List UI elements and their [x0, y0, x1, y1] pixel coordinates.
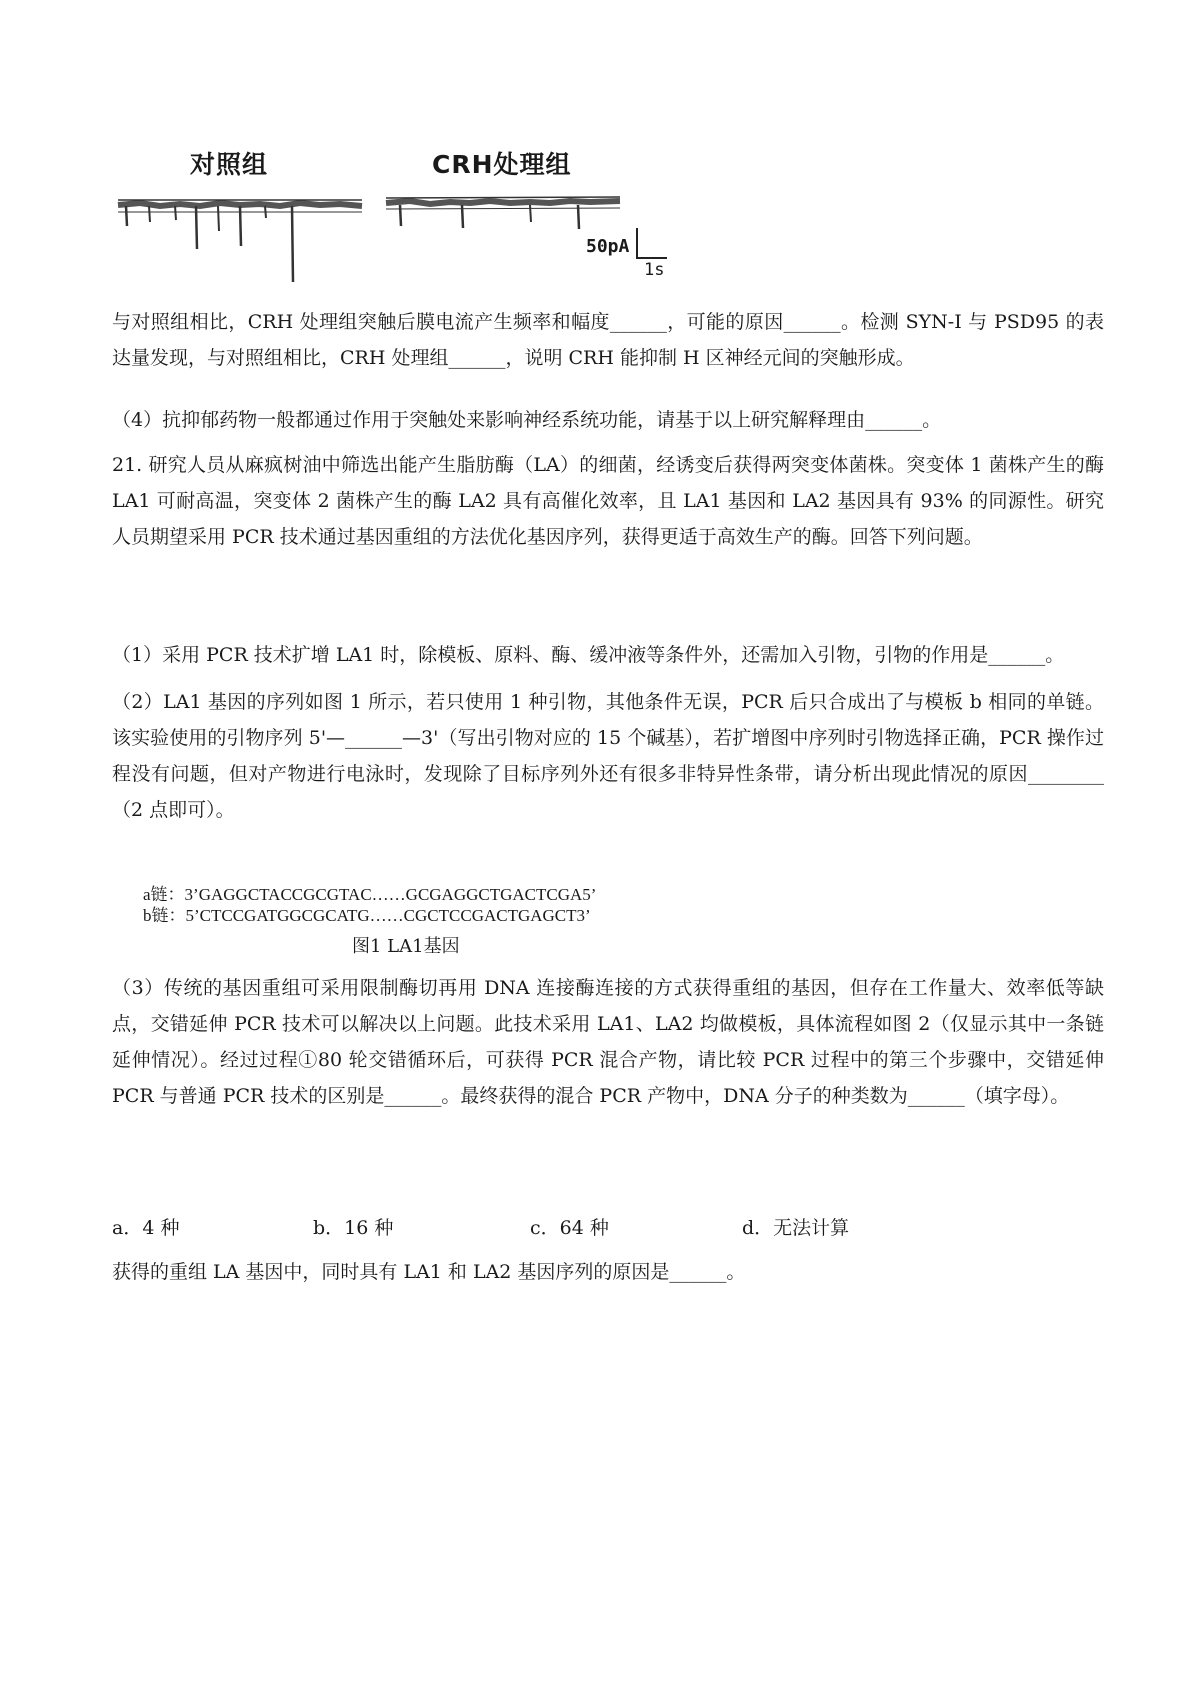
- question-4: （4）抗抑郁药物一般都通过作用于突触处来影响神经系统功能，请基于以上研究解释理由______。: [112, 409, 942, 431]
- paragraph-crh-comparison: 与对照组相比，CRH 处理组突触后膜电流产生频率和幅度______，可能的原因______。检测 SYN-I 与 PSD95 的表达量发现，与对照组相比，CRH 处理组______，说明 CRH 能抑制 H 区神经元间的突触形成。: [112, 311, 1104, 369]
- control-group-label: 对照组: [190, 150, 269, 179]
- option-c: c．64 种: [530, 1217, 609, 1239]
- crh-trace: [386, 197, 620, 229]
- figure-1-caption: 图1 LA1基因: [352, 936, 460, 957]
- option-b: b．16 种: [313, 1217, 394, 1239]
- scale-current-label: 50pA: [586, 236, 630, 257]
- option-a: a．4 种: [112, 1217, 180, 1239]
- control-trace: [118, 200, 362, 282]
- question-21-1: （1）采用 PCR 技术扩增 LA1 时，除模板、原料、酶、缓冲液等条件外，还需加入引物，引物的作用是______。: [112, 644, 1065, 666]
- question-21-2: （2）LA1 基因的序列如图 1 所示，若只使用 1 种引物，其他条件无误，PCR 后只合成出了与模板 b 相同的单链。该实验使用的引物序列 5'—______—3'（写出引物对应的 15 个碱基），若扩增图中序列时引物选择正确，PCR 操作过程没有问题，但对产物进行电泳时，发现除了目标序列外还有很多非特异性条带，请分析出现此情况的原因________（2 点即可）。: [112, 691, 1104, 821]
- crh-group-label: CRH处理组: [432, 150, 572, 179]
- sequence-a-strand: a链：3’GAGGCTACCGCGTAC……GCGAGGCTGACTCGA5’: [143, 885, 597, 904]
- scale-bar: [637, 228, 667, 258]
- sequence-b-strand: b链：5’CTCCGATGGCGCATG……CGCTCCGACTGAGCT3’: [143, 906, 591, 925]
- question-21-intro: 21. 研究人员从麻疯树油中筛选出能产生脂肪酶（LA）的细菌，经诱变后获得两突变体菌株。突变体 1 菌株产生的酶 LA1 可耐高温，突变体 2 菌株产生的酶 LA2 具有高催化效率，且 LA1 基因和 LA2 基因具有 93% 的同源性。研究人员期望采用 PCR 技术通过基因重组的方法优化基因序列，获得更适于高效生产的酶。回答下列问题。: [112, 454, 1104, 548]
- question-21-3-final: 获得的重组 LA 基因中，同时具有 LA1 和 LA2 基因序列的原因是______。: [112, 1261, 746, 1283]
- option-d: d．无法计算: [742, 1217, 850, 1239]
- question-21-3: （3）传统的基因重组可采用限制酶切再用 DNA 连接酶连接的方式获得重组的基因，但存在工作量大、效率低等缺点，交错延伸 PCR 技术可以解决以上问题。此技术采用 LA1、LA2 均做模板，具体流程如图 2（仅显示其中一条链延伸情况）。经过过程①80 轮交错循环后，可获得 PCR 混合产物，请比较 PCR 过程中的第三个步骤中，交错延伸 PCR 与普通 PCR 技术的区别是______。最终获得的混合 PCR 产物中，DNA 分子的种类数为______（填字母）。: [112, 977, 1104, 1107]
- scale-time-label: 1s: [644, 260, 665, 280]
